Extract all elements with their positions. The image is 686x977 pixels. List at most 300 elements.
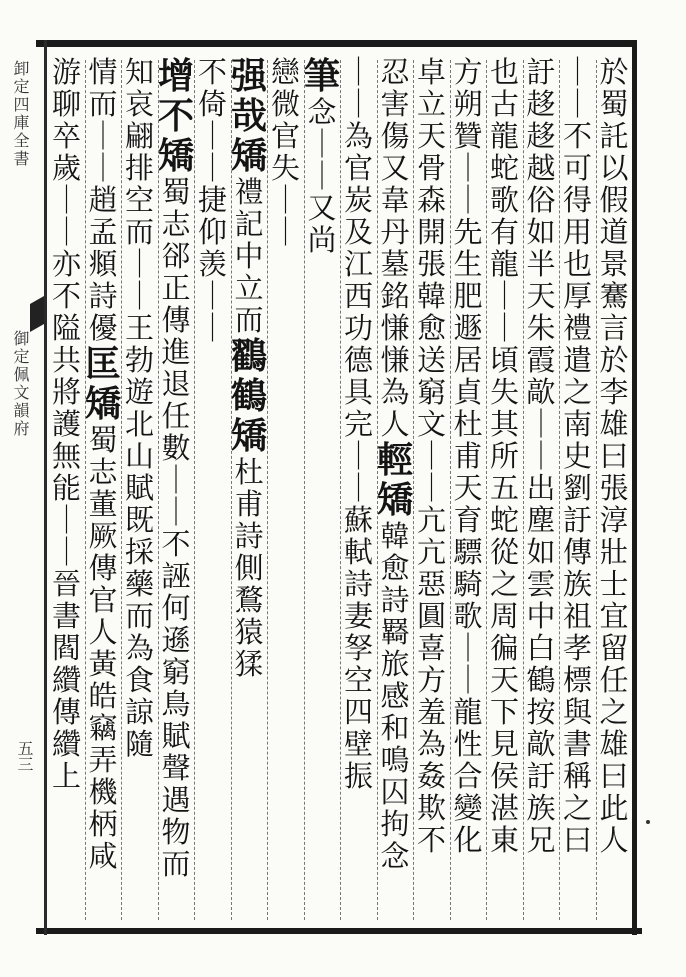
glyph: ｜ bbox=[270, 183, 300, 217]
glyph: 霞 bbox=[526, 343, 556, 377]
glyph: 不 bbox=[157, 95, 194, 137]
glyph: 正 bbox=[161, 271, 191, 305]
glyph: 哀 bbox=[124, 87, 154, 121]
glyph: 江 bbox=[343, 247, 373, 281]
glyph: ｜ bbox=[51, 183, 81, 217]
glyph: 從 bbox=[489, 535, 519, 569]
glyph: 咸 bbox=[88, 839, 118, 873]
glyph: 於 bbox=[599, 343, 629, 377]
glyph: 退 bbox=[161, 367, 191, 401]
glyph: 郤 bbox=[161, 239, 191, 273]
column-divider bbox=[231, 60, 232, 920]
glyph: 四 bbox=[343, 695, 373, 729]
glyph: 皓 bbox=[88, 679, 118, 713]
glyph: ｜ bbox=[307, 127, 337, 161]
glyph: 感 bbox=[380, 679, 410, 713]
glyph: 忍 bbox=[380, 55, 410, 89]
glyph: 游 bbox=[51, 55, 81, 89]
text-column bbox=[412, 56, 452, 920]
glyph: 稱 bbox=[562, 759, 592, 793]
glyph: 詩 bbox=[234, 519, 264, 553]
glyph: 半 bbox=[526, 247, 556, 281]
glyph: 塵 bbox=[526, 503, 556, 537]
glyph: 而 bbox=[124, 215, 154, 249]
glyph: 尚 bbox=[307, 223, 337, 257]
glyph: 隘 bbox=[51, 311, 81, 345]
glyph: 竊 bbox=[88, 711, 118, 745]
glyph: 董 bbox=[88, 487, 118, 521]
glyph: 羡 bbox=[197, 247, 227, 281]
glyph: 矯 bbox=[230, 135, 267, 177]
glyph: 之 bbox=[562, 375, 592, 409]
text-column bbox=[193, 56, 233, 920]
glyph: 志 bbox=[88, 455, 118, 489]
glyph: 詩 bbox=[88, 279, 118, 313]
glyph: 越 bbox=[526, 151, 556, 185]
glyph: 不 bbox=[51, 279, 81, 313]
glyph: 聊 bbox=[51, 87, 81, 121]
glyph: 賦 bbox=[124, 471, 154, 505]
column-divider bbox=[486, 60, 487, 920]
glyph: 傳 bbox=[88, 551, 118, 585]
glyph: 可 bbox=[562, 151, 592, 185]
glyph: 傳 bbox=[161, 303, 191, 337]
glyph: 其 bbox=[489, 407, 519, 441]
column-divider bbox=[85, 60, 86, 920]
glyph: 進 bbox=[161, 335, 191, 369]
glyph: 蛇 bbox=[489, 503, 519, 537]
glyph: 肥 bbox=[453, 279, 483, 313]
glyph: 既 bbox=[124, 503, 154, 537]
glyph: 性 bbox=[453, 727, 483, 761]
glyph: 徧 bbox=[489, 631, 519, 665]
glyph: ｜ bbox=[343, 87, 373, 121]
glyph: 無 bbox=[51, 439, 81, 473]
glyph: 鳴 bbox=[380, 743, 410, 777]
glyph: ｜ bbox=[51, 215, 81, 249]
glyph: 族 bbox=[526, 791, 556, 825]
glyph: 愈 bbox=[380, 551, 410, 585]
glyph: 之 bbox=[562, 791, 592, 825]
glyph: 卓 bbox=[416, 55, 446, 89]
glyph: 生 bbox=[453, 247, 483, 281]
glyph: 出 bbox=[526, 471, 556, 505]
glyph: 亢 bbox=[416, 503, 446, 537]
glyph: 中 bbox=[526, 599, 556, 633]
glyph: 機 bbox=[88, 775, 118, 809]
glyph: 歌 bbox=[489, 183, 519, 217]
glyph: 晉 bbox=[51, 567, 81, 601]
glyph: 俗 bbox=[526, 183, 556, 217]
glyph: 如 bbox=[526, 535, 556, 569]
text-column bbox=[521, 56, 561, 920]
text-column bbox=[266, 56, 306, 920]
edition-note-lower-text: 御定佩文韻府 bbox=[11, 330, 30, 438]
column-divider bbox=[158, 60, 159, 920]
glyph: 又 bbox=[307, 191, 337, 225]
glyph: ｜ bbox=[88, 151, 118, 185]
glyph: 見 bbox=[489, 727, 519, 761]
glyph: 猱 bbox=[234, 647, 264, 681]
folio-number: 五三 bbox=[15, 740, 34, 772]
column-divider bbox=[377, 60, 378, 920]
glyph: 丹 bbox=[380, 215, 410, 249]
column-divider bbox=[559, 60, 560, 920]
glyph: 失 bbox=[270, 151, 300, 185]
glyph: 蛇 bbox=[489, 151, 519, 185]
glyph: 周 bbox=[489, 599, 519, 633]
glyph: ｜ bbox=[124, 247, 154, 281]
glyph: 人 bbox=[88, 615, 118, 649]
glyph: 化 bbox=[453, 823, 483, 857]
glyph: 哉 bbox=[230, 95, 267, 137]
glyph: 方 bbox=[416, 663, 446, 697]
glyph: 圓 bbox=[416, 599, 446, 633]
glyph: 何 bbox=[161, 591, 191, 625]
glyph: 北 bbox=[124, 407, 154, 441]
glyph: 傷 bbox=[380, 119, 410, 153]
glyph: 為 bbox=[124, 631, 154, 665]
glyph: 振 bbox=[343, 759, 373, 793]
glyph: 壯 bbox=[599, 535, 629, 569]
glyph: 欺 bbox=[416, 791, 446, 825]
glyph: 採 bbox=[124, 535, 154, 569]
glyph: 愈 bbox=[416, 311, 446, 345]
glyph: ｜ bbox=[343, 471, 373, 505]
glyph: 龍 bbox=[453, 695, 483, 729]
glyph: 歌 bbox=[453, 599, 483, 633]
glyph: 詩 bbox=[380, 583, 410, 617]
glyph: ｜ bbox=[343, 55, 373, 89]
glyph: 騫 bbox=[599, 279, 629, 313]
glyph: 官 bbox=[343, 151, 373, 185]
glyph: 蜀 bbox=[161, 175, 191, 209]
glyph: 頃 bbox=[489, 343, 519, 377]
glyph: 史 bbox=[562, 439, 592, 473]
glyph: 具 bbox=[343, 375, 373, 409]
glyph: 禮 bbox=[234, 175, 264, 209]
glyph: 古 bbox=[489, 87, 519, 121]
glyph: 如 bbox=[526, 215, 556, 249]
glyph: 妻 bbox=[343, 599, 373, 633]
glyph: 天 bbox=[526, 279, 556, 313]
column-divider bbox=[596, 60, 597, 920]
glyph: ｜ bbox=[453, 631, 483, 665]
glyph: 而 bbox=[88, 87, 118, 121]
glyph: 惡 bbox=[416, 567, 446, 601]
glyph: 趍 bbox=[526, 119, 556, 153]
glyph: 卒 bbox=[51, 119, 81, 153]
glyph: 矯 bbox=[230, 415, 267, 457]
glyph: 記 bbox=[234, 207, 264, 241]
glyph: 天 bbox=[416, 119, 446, 153]
glyph: 下 bbox=[489, 695, 519, 729]
glyph: 失 bbox=[489, 375, 519, 409]
glyph: 東 bbox=[489, 823, 519, 857]
glyph: 又 bbox=[380, 151, 410, 185]
column-divider bbox=[523, 60, 524, 920]
glyph: 訏 bbox=[526, 759, 556, 793]
text-column bbox=[229, 56, 269, 920]
glyph: 貞 bbox=[453, 375, 483, 409]
glyph: 張 bbox=[416, 247, 446, 281]
glyph: ｜ bbox=[197, 311, 227, 345]
glyph: 匡 bbox=[84, 343, 121, 385]
glyph: 厚 bbox=[562, 279, 592, 313]
glyph: 羞 bbox=[416, 695, 446, 729]
glyph: 遯 bbox=[453, 311, 483, 345]
glyph: 湛 bbox=[489, 791, 519, 825]
glyph: 不 bbox=[562, 119, 592, 153]
glyph: 張 bbox=[599, 471, 629, 505]
glyph: 優 bbox=[88, 311, 118, 345]
glyph: 物 bbox=[161, 815, 191, 849]
glyph: 完 bbox=[343, 407, 373, 441]
glyph: 害 bbox=[380, 87, 410, 121]
glyph: 韓 bbox=[380, 519, 410, 553]
glyph: 韋 bbox=[380, 183, 410, 217]
glyph: 所 bbox=[489, 439, 519, 473]
glyph: 歊 bbox=[526, 727, 556, 761]
glyph: 書 bbox=[51, 599, 81, 633]
glyph: 五 bbox=[489, 471, 519, 505]
glyph: 甫 bbox=[234, 487, 264, 521]
glyph: 賦 bbox=[161, 719, 191, 753]
glyph: 猿 bbox=[234, 615, 264, 649]
glyph: 歲 bbox=[51, 151, 81, 185]
glyph: 矯 bbox=[376, 479, 413, 521]
glyph: 居 bbox=[453, 343, 483, 377]
glyph: ｜ bbox=[489, 311, 519, 345]
glyph: 先 bbox=[453, 215, 483, 249]
glyph: 蜀 bbox=[599, 87, 629, 121]
glyph: 有 bbox=[489, 215, 519, 249]
glyph: 數 bbox=[161, 431, 191, 465]
glyph: 不 bbox=[161, 527, 191, 561]
glyph: 志 bbox=[161, 207, 191, 241]
glyph: 纘 bbox=[51, 727, 81, 761]
glyph: 鳥 bbox=[161, 687, 191, 721]
glyph: 西 bbox=[343, 279, 373, 313]
glyph: ｜ bbox=[124, 279, 154, 313]
glyph: 留 bbox=[599, 631, 629, 665]
glyph: 藥 bbox=[124, 567, 154, 601]
glyph: 念 bbox=[380, 839, 410, 873]
glyph: ｜ bbox=[197, 151, 227, 185]
glyph: 亢 bbox=[416, 535, 446, 569]
glyph: 羇 bbox=[380, 615, 410, 649]
glyph: ｜ bbox=[562, 87, 592, 121]
glyph: 閻 bbox=[51, 631, 81, 665]
glyph: 上 bbox=[51, 759, 81, 793]
glyph: ｜ bbox=[51, 503, 81, 537]
glyph: 遣 bbox=[562, 343, 592, 377]
glyph: ｜ bbox=[526, 407, 556, 441]
glyph: 窮 bbox=[161, 655, 191, 689]
glyph: 得 bbox=[562, 183, 592, 217]
glyph: 孟 bbox=[88, 215, 118, 249]
glyph: 矯 bbox=[84, 383, 121, 425]
glyph: 甫 bbox=[453, 439, 483, 473]
column-divider bbox=[194, 60, 195, 920]
glyph: 翩 bbox=[124, 119, 154, 153]
glyph: 立 bbox=[416, 87, 446, 121]
text-column bbox=[302, 56, 342, 920]
glyph: 宜 bbox=[599, 599, 629, 633]
glyph: 頫 bbox=[88, 247, 118, 281]
glyph: 李 bbox=[599, 375, 629, 409]
glyph: 鶴 bbox=[230, 375, 267, 417]
glyph: 禮 bbox=[562, 311, 592, 345]
glyph: 不 bbox=[416, 823, 446, 857]
glyph: 託 bbox=[599, 119, 629, 153]
glyph: 功 bbox=[343, 311, 373, 345]
frame-bottom-rule bbox=[36, 928, 642, 934]
glyph: 倚 bbox=[197, 87, 227, 121]
glyph: 祖 bbox=[562, 599, 592, 633]
glyph: 變 bbox=[453, 791, 483, 825]
glyph: 共 bbox=[51, 343, 81, 377]
glyph: 拘 bbox=[380, 807, 410, 841]
glyph: 食 bbox=[124, 663, 154, 697]
glyph: 白 bbox=[526, 631, 556, 665]
glyph: 鶩 bbox=[234, 583, 264, 617]
glyph: 以 bbox=[599, 151, 629, 185]
glyph: 遊 bbox=[124, 375, 154, 409]
glyph: 排 bbox=[124, 151, 154, 185]
glyph: ｜ bbox=[489, 279, 519, 313]
glyph: 側 bbox=[234, 551, 264, 585]
glyph: 遇 bbox=[161, 783, 191, 817]
column-divider bbox=[413, 60, 414, 920]
glyph: 能 bbox=[51, 471, 81, 505]
glyph: 强 bbox=[230, 55, 267, 97]
glyph: 隨 bbox=[124, 727, 154, 761]
glyph: 囚 bbox=[380, 775, 410, 809]
glyph: 輕 bbox=[376, 439, 413, 481]
glyph: 詩 bbox=[343, 567, 373, 601]
glyph: 壁 bbox=[343, 727, 373, 761]
glyph: ｜ bbox=[453, 151, 483, 185]
glyph: 杜 bbox=[234, 455, 264, 489]
glyph: 合 bbox=[453, 759, 483, 793]
glyph: 蘇 bbox=[343, 503, 373, 537]
glyph: 傳 bbox=[51, 695, 81, 729]
text-column bbox=[558, 56, 598, 920]
glyph: 之 bbox=[599, 695, 629, 729]
glyph: 德 bbox=[343, 343, 373, 377]
glyph: 驃 bbox=[453, 535, 483, 569]
glyph: 蜀 bbox=[88, 423, 118, 457]
glyph: 訏 bbox=[526, 55, 556, 89]
glyph: 人 bbox=[380, 407, 410, 441]
glyph: 護 bbox=[51, 407, 81, 441]
glyph: 兄 bbox=[526, 823, 556, 857]
glyph: 朱 bbox=[526, 311, 556, 345]
glyph: 炭 bbox=[343, 183, 373, 217]
glyph: 軾 bbox=[343, 535, 373, 569]
glyph: 官 bbox=[270, 119, 300, 153]
glyph: 趙 bbox=[88, 183, 118, 217]
margin-dot bbox=[646, 820, 650, 824]
text-column bbox=[594, 56, 634, 920]
glyph: 喜 bbox=[416, 631, 446, 665]
glyph: 慊 bbox=[380, 311, 410, 345]
glyph: 戀 bbox=[270, 55, 300, 89]
glyph: 勃 bbox=[124, 343, 154, 377]
text-column bbox=[339, 56, 379, 920]
glyph: 纘 bbox=[51, 663, 81, 697]
glyph: 任 bbox=[161, 399, 191, 433]
glyph: 劉 bbox=[562, 471, 592, 505]
glyph: ｜ bbox=[88, 119, 118, 153]
glyph: 孥 bbox=[343, 631, 373, 665]
glyph: 諒 bbox=[124, 695, 154, 729]
glyph: 為 bbox=[380, 375, 410, 409]
fish-tail-mark bbox=[30, 296, 44, 332]
glyph: 南 bbox=[562, 407, 592, 441]
glyph: 方 bbox=[453, 55, 483, 89]
glyph: 文 bbox=[416, 407, 446, 441]
glyph: 空 bbox=[343, 663, 373, 697]
glyph: 厥 bbox=[88, 519, 118, 553]
glyph: 遜 bbox=[161, 623, 191, 657]
glyph: 書 bbox=[562, 727, 592, 761]
glyph: 曰 bbox=[599, 439, 629, 473]
glyph: 趍 bbox=[526, 87, 556, 121]
glyph: ｜ bbox=[270, 215, 300, 249]
glyph: 骨 bbox=[416, 151, 446, 185]
edition-note bbox=[4, 60, 36, 168]
glyph: 雄 bbox=[599, 727, 629, 761]
glyph: 育 bbox=[453, 503, 483, 537]
column-divider bbox=[304, 60, 305, 920]
glyph: ｜ bbox=[343, 439, 373, 473]
glyph: ｜ bbox=[161, 495, 191, 529]
glyph: 空 bbox=[124, 183, 154, 217]
glyph: 銘 bbox=[380, 279, 410, 313]
column-divider bbox=[340, 60, 341, 920]
column-divider bbox=[450, 60, 451, 920]
glyph: 孝 bbox=[562, 631, 592, 665]
glyph: 和 bbox=[380, 711, 410, 745]
glyph: ｜ bbox=[562, 55, 592, 89]
glyph: 捷 bbox=[197, 183, 227, 217]
glyph: ｜ bbox=[526, 439, 556, 473]
glyph: 騎 bbox=[453, 567, 483, 601]
glyph: 鶴 bbox=[526, 663, 556, 697]
glyph: ｜ bbox=[51, 535, 81, 569]
glyph: 念 bbox=[307, 95, 337, 129]
glyph: 山 bbox=[124, 439, 154, 473]
glyph: 情 bbox=[88, 55, 118, 89]
glyph: 慊 bbox=[380, 343, 410, 377]
glyph: 送 bbox=[416, 343, 446, 377]
glyph: 龍 bbox=[489, 119, 519, 153]
glyph: 聲 bbox=[161, 751, 191, 785]
text-column bbox=[120, 56, 160, 920]
glyph: 亦 bbox=[51, 247, 81, 281]
glyph: 韓 bbox=[416, 279, 446, 313]
glyph: 此 bbox=[599, 791, 629, 825]
glyph: 訏 bbox=[562, 503, 592, 537]
glyph: ｜ bbox=[197, 119, 227, 153]
glyph: ｜ bbox=[416, 471, 446, 505]
glyph: ｜ bbox=[307, 159, 337, 193]
glyph: 於 bbox=[599, 55, 629, 89]
glyph: 淳 bbox=[599, 503, 629, 537]
glyph: 增 bbox=[157, 55, 194, 97]
